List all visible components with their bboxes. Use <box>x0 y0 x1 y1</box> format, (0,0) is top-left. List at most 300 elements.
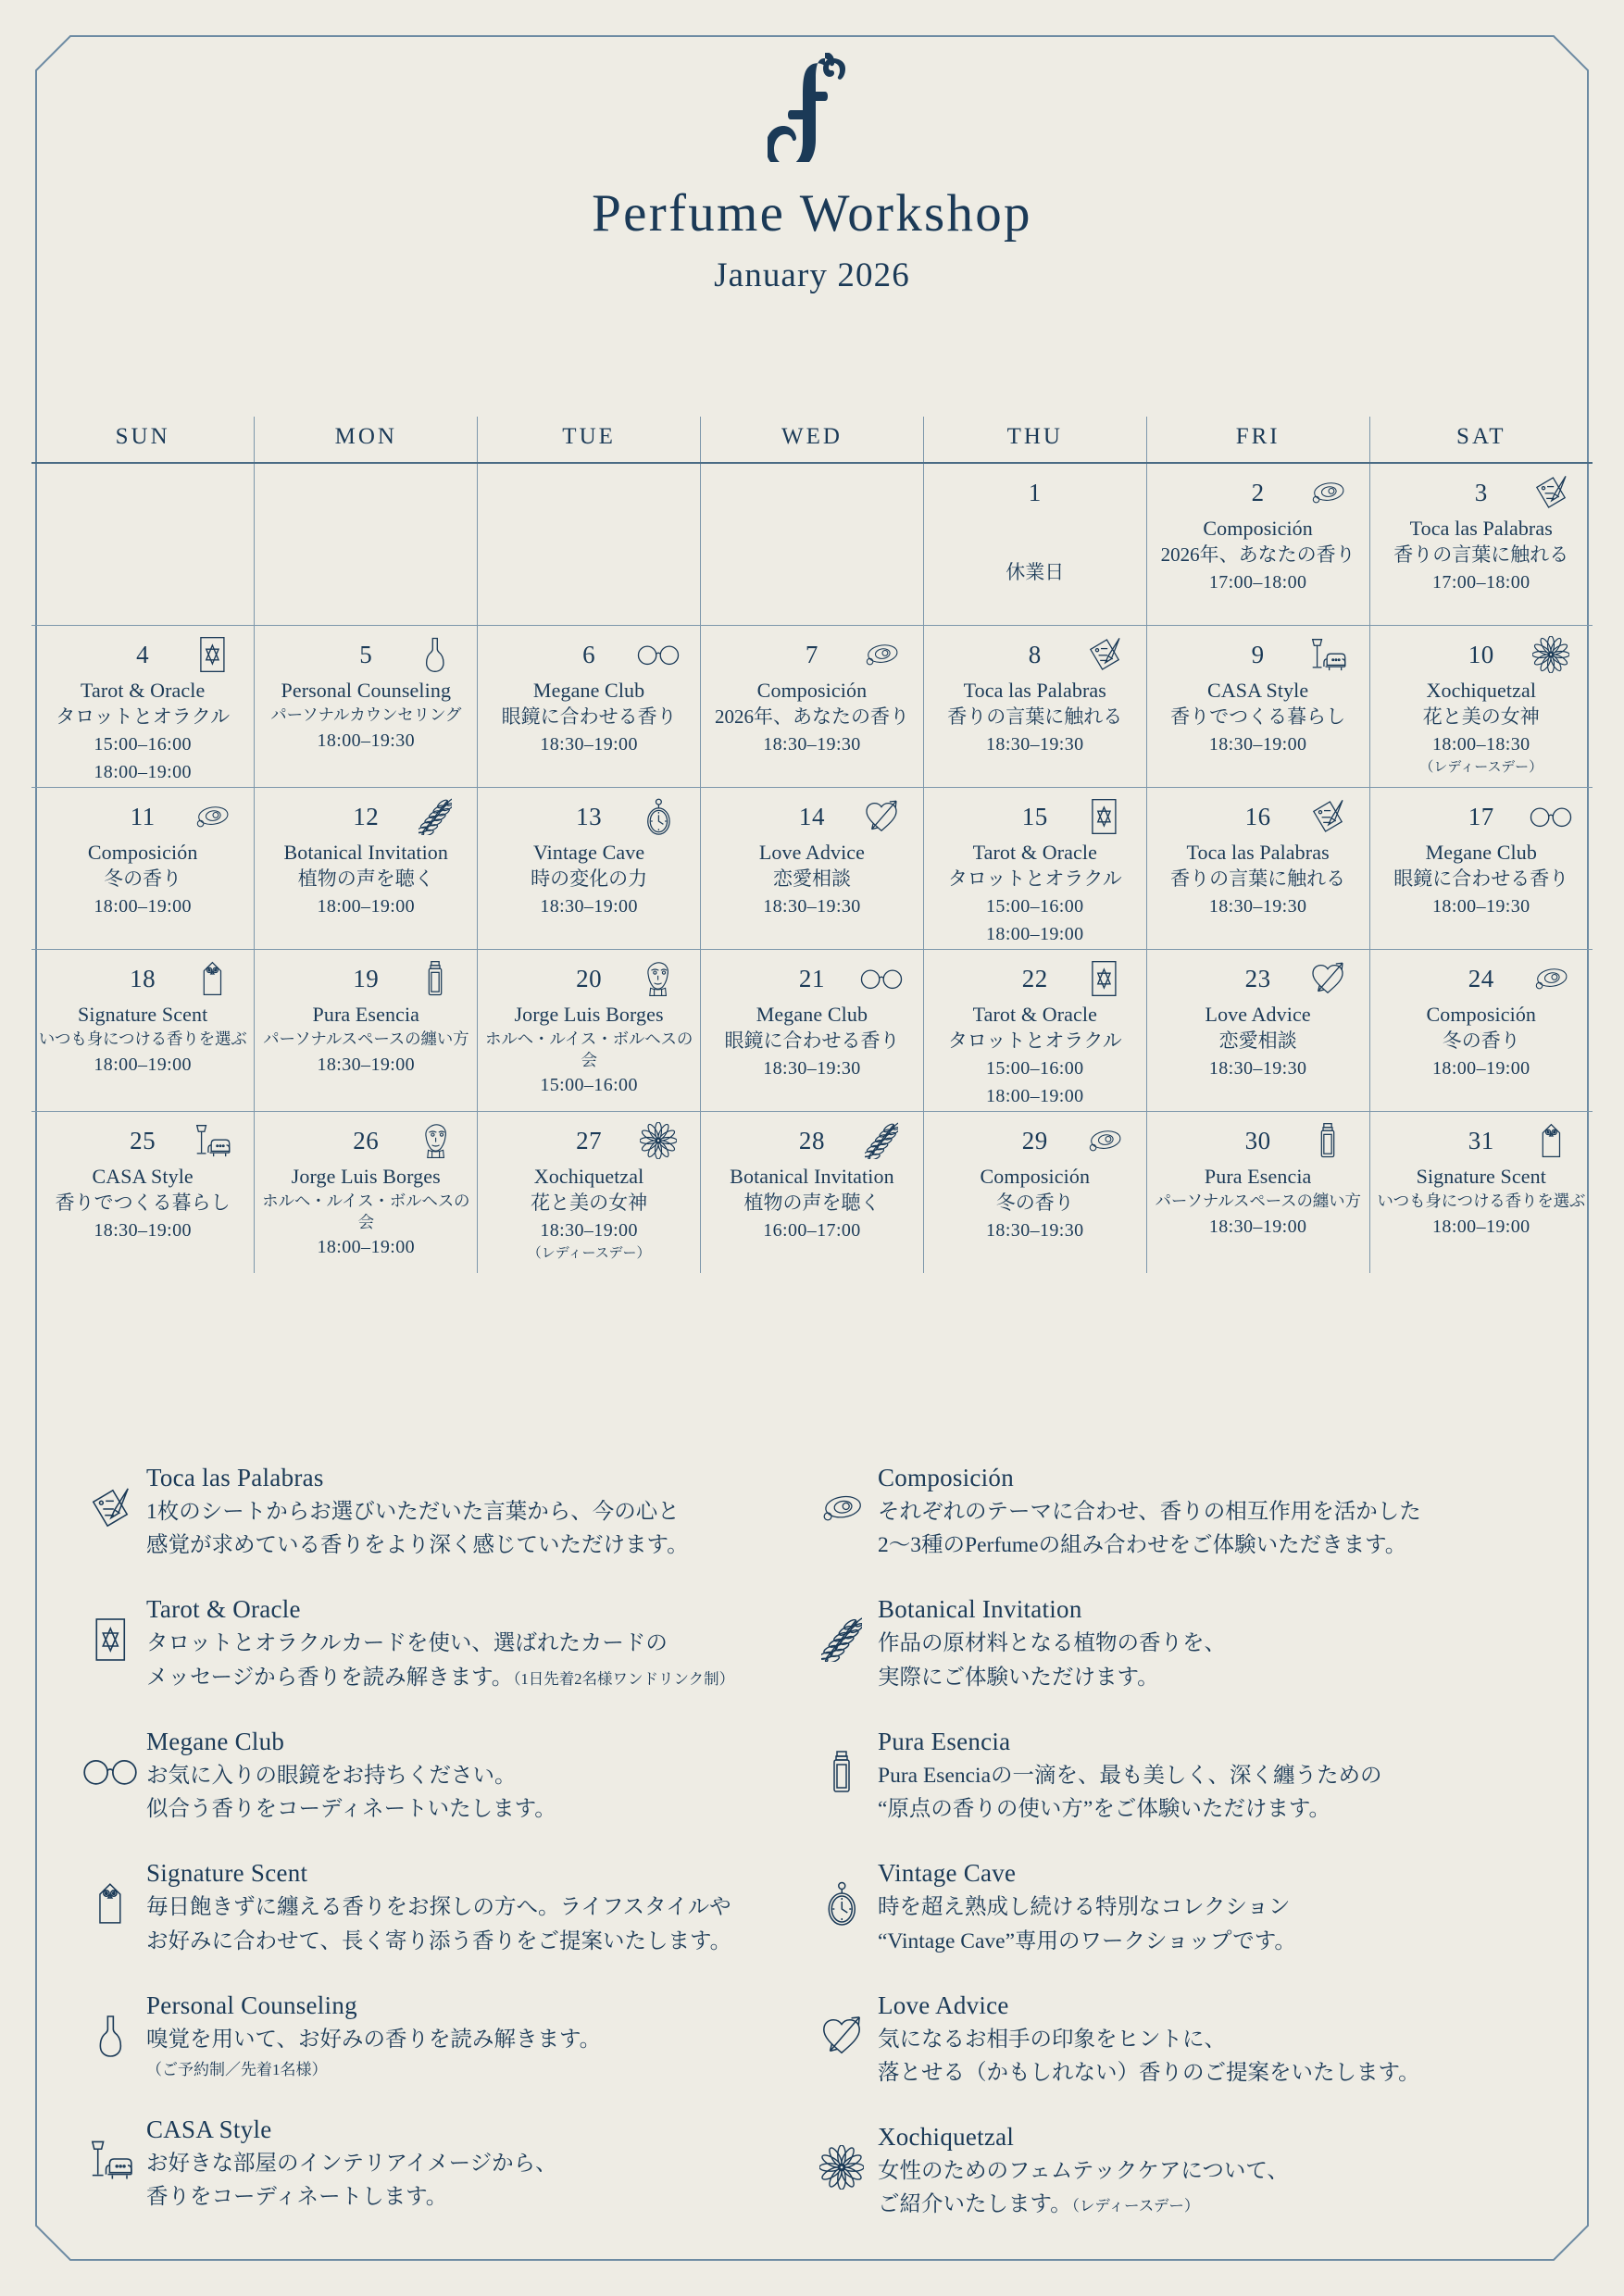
event-title-ja: 2026年、あなたの香り <box>1160 543 1355 566</box>
day-number: 1 <box>1028 478 1042 506</box>
event-title-en: Toca las Palabras <box>963 679 1106 702</box>
legend-note: （ご予約制／先着1名様） <box>146 2060 328 2078</box>
legend-desc-line <box>878 2058 1420 2089</box>
weekday-header-sun: SUN <box>31 417 255 463</box>
legend-text <box>139 2115 557 2213</box>
day-body <box>924 513 1146 585</box>
event-time: 18:30–19:30 <box>986 1220 1084 1242</box>
calendar-week-row <box>31 950 1593 1112</box>
day-header <box>924 796 1146 837</box>
calendar-day-14[interactable] <box>701 788 924 950</box>
event-title-ja: 植物の声を聴く <box>743 1191 881 1214</box>
day-header <box>701 634 923 675</box>
legend-item-signature-scent <box>81 1858 813 1956</box>
flower-icon <box>1530 633 1572 676</box>
event-title-en: Personal Counseling <box>281 679 452 702</box>
event-title-en: Megane Club <box>532 679 645 702</box>
legend-desc-line <box>146 1628 734 1659</box>
vial-icon <box>1306 1119 1349 1162</box>
day-header <box>31 958 254 999</box>
day-body <box>1370 513 1593 595</box>
event-title-ja: 香りでつくる暮らし <box>55 1191 231 1214</box>
event-title-ja: タロットとオラクル <box>947 1029 1122 1052</box>
event-time: 18:30–19:00 <box>94 1220 192 1242</box>
legend-desc-text: Pura Esenciaの一滴を、最も美しく、深く纏うための <box>878 1763 1382 1788</box>
day-number: 27 <box>576 1126 603 1154</box>
day-body <box>31 1161 254 1243</box>
legend-desc-line <box>878 2156 1289 2187</box>
tarot-card-icon <box>1083 795 1126 838</box>
event-title-ja: タロットとオラクル <box>947 867 1122 890</box>
event-time: 18:00–19:00 <box>1432 1058 1530 1079</box>
calendar-day-28[interactable] <box>701 1112 924 1274</box>
tarot-card-icon <box>81 1611 139 1668</box>
legend-desc-text: 感覚が求めている香りをより深く感じていただけます。 <box>146 1533 689 1558</box>
day-body <box>924 999 1146 1108</box>
weekday-header-sat: SAT <box>1369 417 1593 463</box>
legend-item-toca-las-palabras <box>81 1463 813 1561</box>
day-number: 21 <box>798 964 825 992</box>
event-title-en: Signature Scent <box>1416 1165 1546 1188</box>
vial-icon <box>813 1743 870 1801</box>
day-body <box>1370 1161 1593 1239</box>
event-title-en: Toca las Palabras <box>1409 517 1553 540</box>
calendar-day-9[interactable] <box>1146 626 1369 788</box>
event-title-ja: 眼鏡に合わせる香り <box>724 1029 900 1052</box>
legend-desc-text: 1枚のシートからお選びいただいた言葉から、今の心と <box>146 1499 680 1524</box>
calendar-day-8[interactable] <box>923 626 1146 788</box>
day-body <box>1370 999 1593 1081</box>
legend-title: Signature Scent <box>146 1859 308 1888</box>
calendar-day-6[interactable] <box>478 626 701 788</box>
event-title-ja: 香りの言葉に触れる <box>1170 867 1346 890</box>
day-number: 3 <box>1474 478 1488 506</box>
day-header <box>255 634 477 675</box>
day-header <box>924 1120 1146 1161</box>
day-header <box>1147 472 1369 513</box>
event-title-en: Tarot & Oracle <box>972 841 1097 864</box>
legend-item-personal-counseling <box>81 1990 813 2081</box>
day-body <box>924 837 1146 946</box>
legend-desc-text: 女性のためのフェムテックケアについて、 <box>878 2159 1289 2184</box>
legend-desc-text: “原点の香りの使い方”をご体験いただけます。 <box>878 1797 1330 1822</box>
legend-desc-text: 毎日飽きずに纏える香りをお探しの方へ。ライフスタイルや <box>146 1895 731 1920</box>
event-time: 18:00–19:30 <box>1432 896 1530 917</box>
event-title-en: Jorge Luis Borges <box>291 1165 441 1188</box>
leaf-branch-icon <box>414 795 456 838</box>
day-body <box>1147 675 1369 757</box>
day-header <box>924 634 1146 675</box>
legend-desc-line <box>146 1530 689 1561</box>
tag-owl-icon <box>191 957 233 1000</box>
calendar-day-31[interactable] <box>1369 1112 1593 1274</box>
event-time: 15:00–16:00 <box>94 734 192 755</box>
event-title-en: Jorge Luis Borges <box>514 1003 664 1026</box>
day-number: 24 <box>1468 964 1494 992</box>
day-number: 6 <box>582 640 596 668</box>
tarot-card-icon <box>1083 957 1126 1000</box>
event-time: 15:00–16:00 <box>986 896 1084 917</box>
event-time: 18:00–19:00 <box>317 1237 416 1258</box>
day-header <box>31 1120 254 1161</box>
legend-desc-text: メッセージから香りを読み解きます。 <box>146 1665 514 1690</box>
event-time: 17:00–18:00 <box>1208 572 1307 593</box>
calendar-day-15[interactable] <box>923 788 1146 950</box>
event-time: 18:30–19:00 <box>540 896 638 917</box>
event-title-ja: 2026年、あなたの香り <box>714 705 909 728</box>
composicion-eye-icon <box>1083 1119 1126 1162</box>
legend-desc-text: お気に入りの眼鏡をお持ちください。 <box>146 1763 517 1788</box>
calendar-day-1[interactable] <box>923 463 1146 626</box>
day-body <box>478 837 700 919</box>
calendar-week-row <box>31 463 1593 626</box>
day-body <box>255 675 477 753</box>
calendar-day-22[interactable] <box>923 950 1146 1112</box>
event-title-ja: 眼鏡に合わせる香り <box>1393 867 1569 890</box>
tarot-card-icon <box>191 633 233 676</box>
event-time: 18:00–19:00 <box>986 1085 1084 1106</box>
event-title-en: Composición <box>1426 1003 1537 1026</box>
weekday-header-fri: FRI <box>1146 417 1369 463</box>
composicion-eye-icon <box>1530 957 1572 1000</box>
legend-item-botanical-invitation <box>813 1594 1544 1692</box>
event-time: 18:30–19:30 <box>763 734 861 755</box>
legend-item-love-advice <box>813 1990 1544 2089</box>
legend-title: Personal Counseling <box>146 1990 357 2019</box>
legend-text <box>139 1463 689 1561</box>
day-header <box>478 958 700 999</box>
day-header <box>701 1120 923 1161</box>
glasses-icon <box>860 957 903 1000</box>
event-time: 18:00–19:00 <box>94 1054 192 1075</box>
event-title-ja: ホルヘ・ルイス・ボルヘスの会 <box>262 1191 470 1231</box>
calendar-day-10[interactable] <box>1369 626 1593 788</box>
event-time: 18:30–19:30 <box>763 896 861 917</box>
day-number: 10 <box>1468 640 1494 668</box>
event-time: 18:00–19:00 <box>94 896 192 917</box>
legend-title: Composición <box>878 1464 1014 1491</box>
brand-logo-f-icon <box>0 52 1624 163</box>
event-title-ja: 香りの言葉に触れる <box>1393 543 1569 566</box>
event-title-ja: 眼鏡に合わせる香り <box>501 705 677 728</box>
legend-desc-text: 実際にご体験いただけます。 <box>878 1665 1159 1690</box>
flask-icon <box>81 2007 139 2065</box>
day-body <box>924 675 1146 757</box>
day-body <box>478 675 700 757</box>
day-header <box>478 796 700 837</box>
day-number: 28 <box>798 1126 825 1154</box>
day-body <box>478 1161 700 1263</box>
legend-title: Botanical Invitation <box>878 1595 1082 1624</box>
day-number: 18 <box>130 964 156 992</box>
lamp-sofa-icon <box>1306 633 1349 676</box>
composicion-eye-icon <box>860 633 903 676</box>
legend-title: Xochiquetzal <box>878 2123 1015 2152</box>
flower-icon <box>637 1119 680 1162</box>
day-body <box>701 1161 923 1243</box>
legend-desc-line <box>878 2025 1420 2055</box>
calendar-day-12[interactable] <box>255 788 478 950</box>
calendar-body <box>31 463 1593 1273</box>
event-note: （レディースデー） <box>527 1245 651 1261</box>
day-number: 31 <box>1468 1126 1494 1154</box>
legend-inline-note: （レディースデー） <box>1071 2197 1200 2215</box>
calendar-day-24[interactable] <box>1369 950 1593 1112</box>
legend-desc-line <box>878 1497 1421 1528</box>
legend-desc-line <box>146 2182 557 2213</box>
day-header <box>1370 634 1593 675</box>
event-title-en: Composición <box>87 841 198 864</box>
legend-desc-line <box>878 1663 1226 1693</box>
event-time: 18:30–19:00 <box>1208 1216 1307 1237</box>
legend-desc-line <box>146 1794 556 1825</box>
day-number: 13 <box>576 802 603 830</box>
calendar-week-row <box>31 1112 1593 1274</box>
day-header <box>701 958 923 999</box>
event-title-en: Botanical Invitation <box>283 841 449 864</box>
event-title-en: Megane Club <box>756 1003 868 1026</box>
legend-text <box>870 1727 1382 1825</box>
flask-icon <box>414 633 456 676</box>
page-title: Perfume Workshop <box>592 184 1032 243</box>
calendar-day-5[interactable] <box>255 626 478 788</box>
legend-text <box>139 1990 601 2081</box>
day-header <box>255 958 477 999</box>
legend-column-left <box>81 1463 813 2254</box>
event-time: 18:30–19:00 <box>540 1220 638 1242</box>
event-title-en: Pura Esencia <box>1204 1165 1312 1188</box>
legend-desc-line <box>146 1663 734 1693</box>
legend-text <box>870 2122 1289 2220</box>
composicion-eye-icon <box>813 1479 870 1537</box>
calendar-day-16[interactable] <box>1146 788 1369 950</box>
legend-item-xochiquetzal <box>813 2122 1544 2220</box>
flower-icon <box>813 2139 870 2196</box>
calendar-cell-empty <box>478 463 701 626</box>
calendar-cell-empty <box>701 463 924 626</box>
day-body <box>924 1161 1146 1243</box>
poster-header <box>0 52 1624 293</box>
day-number: 26 <box>353 1126 380 1154</box>
day-number: 14 <box>798 802 825 830</box>
legend-text <box>870 1594 1226 1692</box>
day-header <box>1370 796 1593 837</box>
event-time: 18:00–19:00 <box>1432 1216 1530 1237</box>
event-title-ja: いつも身につける香りを選ぶ <box>1377 1191 1586 1210</box>
calendar-day-29[interactable] <box>923 1112 1146 1274</box>
day-header <box>924 958 1146 999</box>
legend-desc-line <box>146 1892 731 1923</box>
legend-desc-line <box>146 2149 557 2179</box>
calendar-day-30[interactable] <box>1146 1112 1369 1274</box>
legend-item-pura-esencia <box>813 1727 1544 1825</box>
event-time: 18:30–19:30 <box>1208 1058 1307 1079</box>
pocket-watch-icon <box>637 795 680 838</box>
composicion-eye-icon <box>1306 471 1349 514</box>
day-header <box>1370 472 1593 513</box>
calendar-day-25[interactable] <box>31 1112 255 1274</box>
day-number: 15 <box>1021 802 1048 830</box>
calendar-day-19[interactable] <box>255 950 478 1112</box>
calendar-day-18[interactable] <box>31 950 255 1112</box>
day-number: 4 <box>136 640 150 668</box>
day-body <box>1147 513 1369 595</box>
event-time: 16:00–17:00 <box>763 1220 861 1242</box>
event-title-ja: パーソナルカウンセリング <box>270 705 462 724</box>
event-time: 18:00–19:00 <box>317 896 416 917</box>
event-title-ja: パーソナルスペースの纏い方 <box>263 1029 469 1048</box>
day-body <box>701 837 923 919</box>
event-time: 18:30–19:30 <box>1208 896 1307 917</box>
legend-desc-text: 落とせる（かもしれない）香りのご提案をいたします。 <box>878 2060 1420 2085</box>
legend-desc-text: 似合う香りをコーディネートいたします。 <box>146 1797 556 1822</box>
event-title-en: CASA Style <box>92 1165 194 1188</box>
event-title-en: Love Advice <box>758 841 866 864</box>
composicion-eye-icon <box>191 795 233 838</box>
day-body <box>1370 675 1593 777</box>
legend-item-tarot-oracle <box>81 1594 813 1692</box>
legend-desc-text: 時を超え熟成し続ける特別なコレクション <box>878 1895 1291 1920</box>
legend-title: Pura Esencia <box>878 1727 1011 1755</box>
event-title-ja: 恋愛相談 <box>1218 1029 1297 1052</box>
event-title-en: Xochiquetzal <box>533 1165 644 1188</box>
day-number: 7 <box>805 640 818 668</box>
borges-face-icon <box>414 1119 456 1162</box>
tag-owl-icon <box>1530 1119 1572 1162</box>
legend-desc-line <box>878 1927 1296 1957</box>
calendar-day-20[interactable] <box>478 950 701 1112</box>
calendar-day-7[interactable] <box>701 626 924 788</box>
day-header <box>701 796 923 837</box>
toca-note-pen-icon <box>81 1479 139 1537</box>
calendar-day-11[interactable] <box>31 788 255 950</box>
calendar-day-3[interactable] <box>1369 463 1593 626</box>
day-body <box>255 1161 477 1260</box>
calendar-cell-empty <box>31 463 255 626</box>
legend-desc-text: タロットとオラクルカードを使い、選ばれたカードの <box>146 1631 668 1656</box>
legend-desc-line <box>878 1628 1226 1659</box>
event-time: 18:30–19:00 <box>317 1054 416 1075</box>
day-body <box>255 837 477 919</box>
legend-text <box>870 1858 1296 1956</box>
legend-item-casa-style <box>81 2115 813 2213</box>
heart-arrow-icon <box>860 795 903 838</box>
day-header <box>1147 634 1369 675</box>
calendar-day-27[interactable] <box>478 1112 701 1274</box>
event-title-en: Toca las Palabras <box>1186 841 1330 864</box>
day-number: 17 <box>1468 802 1494 830</box>
event-time: 18:30–19:00 <box>540 734 638 755</box>
calendar-day-2[interactable] <box>1146 463 1369 626</box>
day-body <box>31 675 254 784</box>
weekday-header-tue: TUE <box>478 417 701 463</box>
event-title-ja: いつも身につける香りを選ぶ <box>38 1029 247 1048</box>
day-body <box>701 999 923 1081</box>
day-body <box>255 999 477 1077</box>
event-title-ja: 冬の香り <box>104 867 182 890</box>
calendar-day-4[interactable] <box>31 626 255 788</box>
day-number: 5 <box>359 640 373 668</box>
legend-desc-line <box>878 1530 1421 1561</box>
day-header <box>1370 958 1593 999</box>
event-title-en: Tarot & Oracle <box>972 1003 1097 1026</box>
calendar-day-21[interactable] <box>701 950 924 1112</box>
day-number: 22 <box>1021 964 1048 992</box>
event-time: 18:00–18:30 <box>1432 734 1530 755</box>
legend-desc-text: 香りをコーディネートします。 <box>146 2184 448 2209</box>
calendar-week-row <box>31 788 1593 950</box>
day-number: 9 <box>1251 640 1265 668</box>
day-body <box>31 999 254 1077</box>
glasses-icon <box>81 1743 139 1801</box>
day-number: 8 <box>1028 640 1042 668</box>
lamp-sofa-icon <box>81 2131 139 2189</box>
closed-label: 休業日 <box>1006 561 1065 583</box>
event-time: 18:00–19:30 <box>317 730 416 751</box>
legend-desc-line <box>146 1761 556 1791</box>
legend-desc-text: ご紹介いたします。 <box>878 2192 1072 2217</box>
legend-title: Megane Club <box>146 1727 285 1755</box>
event-title-en: Composición <box>1203 517 1313 540</box>
event-title-ja: 恋愛相談 <box>772 867 851 890</box>
day-header <box>1147 1120 1369 1161</box>
event-title-ja: タロットとオラクル <box>56 705 231 728</box>
legend-column-right <box>813 1463 1544 2254</box>
day-body <box>31 837 254 919</box>
calendar-day-13[interactable] <box>478 788 701 950</box>
day-body <box>1147 837 1369 919</box>
event-time: 18:00–19:00 <box>986 923 1084 944</box>
calendar-day-17[interactable] <box>1369 788 1593 950</box>
legend-desc-text: 作品の原材料となる植物の香りを、 <box>878 1631 1226 1656</box>
event-title-en: Composición <box>980 1165 1091 1188</box>
day-number: 20 <box>576 964 603 992</box>
toca-note-pen-icon <box>1530 471 1572 514</box>
event-title-ja: ホルヘ・ルイス・ボルヘスの会 <box>485 1029 693 1069</box>
legend-title: CASA Style <box>146 2115 272 2143</box>
event-time: 15:00–16:00 <box>540 1075 638 1096</box>
event-title-en: Xochiquetzal <box>1426 679 1537 702</box>
legend-item-megane-club <box>81 1727 813 1825</box>
day-number: 16 <box>1244 802 1271 830</box>
glasses-icon <box>637 633 680 676</box>
legend-desc-line <box>146 1927 731 1957</box>
day-number: 19 <box>353 964 380 992</box>
legend-inline-note: （1日先着2名様ワンドリンク制） <box>513 1669 735 1688</box>
lamp-sofa-icon <box>191 1119 233 1162</box>
calendar-cell-empty <box>255 463 478 626</box>
day-header <box>31 796 254 837</box>
leaf-branch-icon <box>860 1119 903 1162</box>
monthly-calendar <box>31 417 1593 1273</box>
event-time: 15:00–16:00 <box>986 1058 1084 1079</box>
legend-title: Love Advice <box>878 1990 1009 2019</box>
calendar-day-26[interactable] <box>255 1112 478 1274</box>
event-title-en: Composición <box>756 679 868 702</box>
day-body <box>1370 837 1593 919</box>
calendar-day-23[interactable] <box>1146 950 1369 1112</box>
legend-desc-line <box>878 1794 1382 1825</box>
day-header <box>1370 1120 1593 1161</box>
heart-arrow-icon <box>813 2007 870 2065</box>
event-title-ja: 香りの言葉に触れる <box>947 705 1123 728</box>
weekday-header-wed: WED <box>701 417 924 463</box>
toca-note-pen-icon <box>1306 795 1349 838</box>
day-number: 12 <box>353 802 380 830</box>
day-number: 29 <box>1021 1126 1048 1154</box>
legend-desc-line <box>146 1497 689 1528</box>
day-body <box>478 999 700 1098</box>
